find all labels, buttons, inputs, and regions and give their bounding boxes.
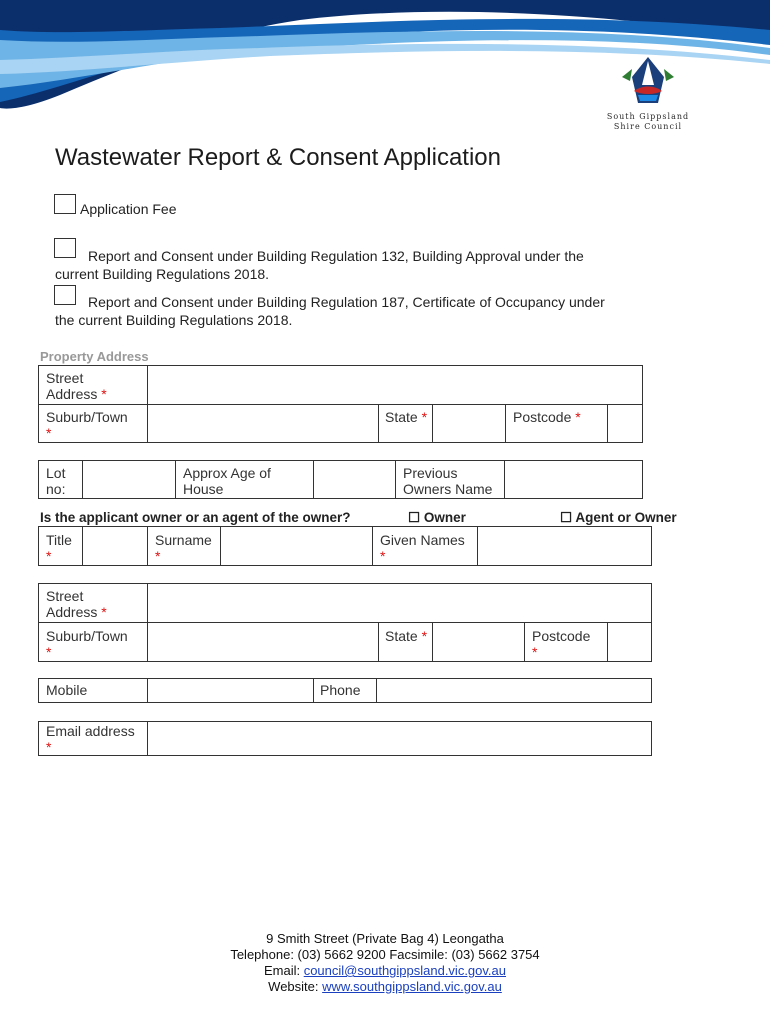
- surname-input[interactable]: [222, 528, 370, 564]
- reg132-label-cont: current Building Regulations 2018.: [55, 266, 270, 282]
- title-input[interactable]: [84, 528, 145, 564]
- page-title: Wastewater Report & Consent Application: [55, 144, 502, 171]
- logo-line2: Shire Council: [613, 122, 683, 131]
- footer-website-link[interactable]: www.southgippsland.vic.gov.au: [322, 979, 502, 994]
- property-postcode-input[interactable]: [609, 406, 641, 441]
- given-names-input[interactable]: [479, 528, 650, 564]
- phone-input[interactable]: [378, 680, 650, 701]
- owner-option[interactable]: ☐ Owner: [408, 510, 466, 525]
- footer-email-link[interactable]: council@southgippsland.vic.gov.au: [303, 963, 507, 978]
- council-logo: [598, 55, 698, 135]
- property-street-label: Street Address *: [46, 370, 107, 402]
- agent-checkbox[interactable]: ☐: [560, 510, 573, 525]
- previous-owners-label: Previous Owners Name: [403, 465, 493, 497]
- reg187-label: Report and Consent under Building Regulation 187, Certificate of Occupancy under: [88, 294, 605, 310]
- footer-telephone: Telephone: (03) 5662 9200 Facsimile: (03) 5662 3754: [230, 947, 540, 962]
- property-state-label: State *: [385, 409, 428, 425]
- title-label: Title *: [46, 532, 72, 564]
- property-postcode-label: Postcode *: [513, 409, 581, 425]
- previous-owners-input[interactable]: [506, 462, 641, 497]
- email-label: Email address *: [46, 723, 135, 755]
- property-state-input[interactable]: [434, 406, 503, 441]
- reg132-label: Report and Consent under Building Regulation 132, Building Approval under the: [88, 248, 584, 264]
- reg187-label-cont: the current Building Regulations 2018.: [55, 312, 293, 328]
- house-age-label: Approx Age of House: [183, 465, 271, 497]
- application-fee-label: Application Fee: [80, 201, 177, 217]
- property-suburb-label: Suburb/Town *: [46, 409, 128, 441]
- application-fee-checkbox[interactable]: [54, 194, 76, 214]
- property-address-heading: Property Address: [40, 349, 149, 364]
- footer-address: 9 Smith Street (Private Bag 4) Leongatha: [266, 931, 504, 946]
- house-age-input[interactable]: [315, 462, 393, 497]
- footer-email-line: Email: council@southgippsland.vic.gov.au: [263, 963, 507, 978]
- applicant-state-label: State *: [385, 628, 428, 644]
- applicant-question: Is the applicant owner or an agent of the owner?: [40, 510, 351, 525]
- lot-input[interactable]: [84, 462, 173, 497]
- owner-checkbox[interactable]: ☐: [408, 510, 421, 525]
- surname-label: Surname *: [155, 532, 212, 564]
- council-emblem-icon: [618, 55, 678, 107]
- applicant-suburb-input[interactable]: [150, 624, 376, 660]
- property-street-input[interactable]: [150, 367, 640, 402]
- reg132-checkbox[interactable]: [54, 238, 76, 258]
- lot-label: Lot no:: [46, 465, 66, 497]
- applicant-street-input[interactable]: [150, 585, 650, 620]
- applicant-postcode-label: Postcode *: [532, 628, 591, 660]
- mobile-input[interactable]: [149, 680, 311, 701]
- applicant-street-label: Street Address *: [46, 588, 107, 620]
- agent-option[interactable]: ☐ Agent or Owner: [560, 510, 677, 525]
- property-suburb-input[interactable]: [150, 406, 376, 441]
- mobile-label: Mobile: [46, 682, 88, 698]
- email-input[interactable]: [149, 723, 650, 754]
- footer-website-line: Website: www.southgippsland.vic.gov.au: [268, 979, 502, 994]
- reg187-checkbox[interactable]: [54, 285, 76, 305]
- phone-label: Phone: [320, 682, 361, 698]
- given-names-label: Given Names *: [380, 532, 465, 564]
- logo-line1: South Gippsland: [606, 112, 690, 121]
- applicant-state-input[interactable]: [434, 624, 522, 660]
- applicant-suburb-label: Suburb/Town *: [46, 628, 128, 660]
- applicant-postcode-input[interactable]: [609, 624, 650, 660]
